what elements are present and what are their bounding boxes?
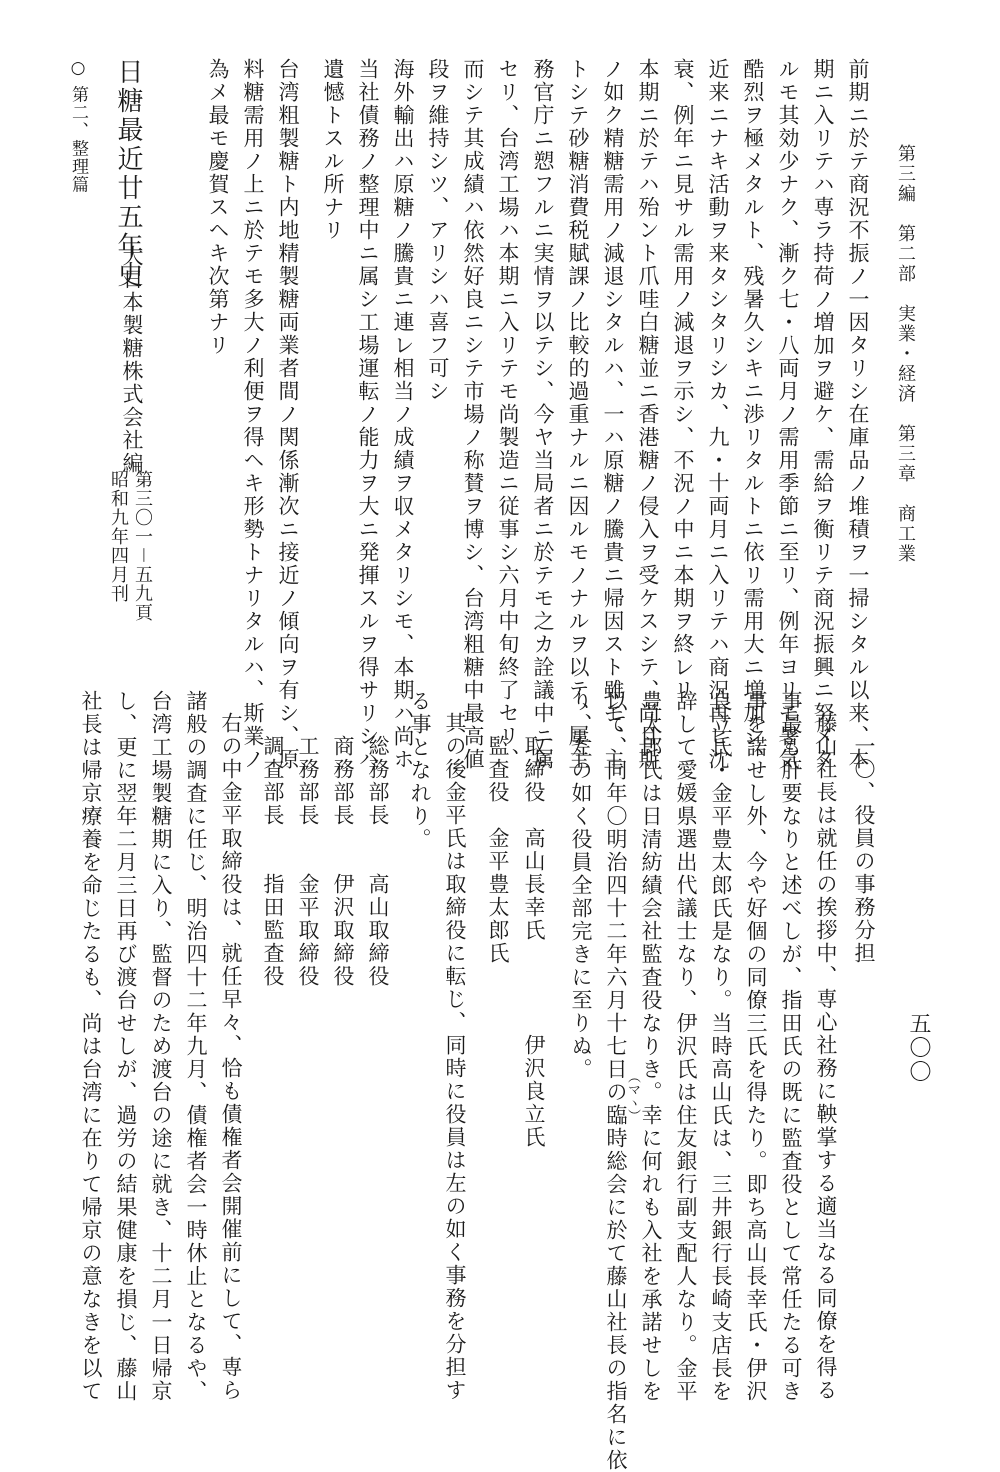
duty-line: 総務部長 高山取締役 [366,735,390,988]
source-title: 日糖最近廿五年史 [113,58,143,290]
text-column: 右の中金平取締役は、就任早々、恰も債権者会開催前にして、専ら [219,712,243,1402]
text-column: 遺憾トスル所ナリ [321,58,345,242]
duty-line: 商務部長 伊沢取締役 [331,735,355,988]
text-column: 台湾粗製糖ト内地精製糖両業者間ノ関係漸次ニ接近ノ傾向ヲ有シ、原 [276,58,300,771]
text-column: 務官庁ニ愬フルニ実情ヲ以テシ、今ヤ当局者ニ於テモ之カ詮議中ニ属 [531,58,555,771]
officers-line: 監査役 金平豊太郎氏 [486,735,510,965]
text-column: 料糖需用ノ上ニ於テモ多大ノ利便ヲ得ヘキ形勢トナリタルハ、斯業ノ [241,58,265,771]
text-column: 段ヲ維持シツ、アリシハ喜フ可シ [426,58,450,403]
text-column: 酷烈ヲ極メタルト、残暑久シキニ渉リタルトニ依リ需用大ニ増加シ、 [741,58,765,771]
duty-line: 調査部長 指田監査役 [261,735,285,988]
running-head: 第三編 第二部 実業・経済 第三章 商工業 [895,144,916,564]
text-column: 台湾工場製糖期に入り、監督のため渡台の途に就き、十二月一日帰京 [149,690,173,1403]
text-column: ルモ其効少ナク、漸ク七・八両月ノ需用季節ニ至リ、例年ヨリモ暑気 [776,58,800,771]
text-column: り、左の如く役員全部完きに至りぬ。 [569,690,593,1081]
source-date: 昭和九年四月刊 [108,470,129,603]
text-column: 事を諾せし外、今や好個の同僚三氏を得たり。即ち高山長幸氏・伊沢 [744,690,768,1403]
text-column: ノ如ク精糖需用ノ減退シタルハ、一ハ原糖ノ騰貴ニ帰因スト雖モ、主 [601,58,625,771]
section-marker: ○ 第二、整理篇 [68,58,88,194]
text-column: 以て、同年〇明治四十二年六月十七日の臨時総会に於て藤山社長の指名に依 [604,690,628,1472]
section-heading: 一〇、役員の事務分担 [852,735,876,965]
text-column: 而シテ其成績ハ依然好良ニシテ市場ノ称賛ヲ博シ、台湾粗糖中最高値 [461,58,485,771]
text-column: 本期ニ於テハ殆ント爪哇白糖並ニ香港糖ノ侵入ヲ受ケスシテ、尚且斯 [636,58,660,771]
text-column: 辞して愛媛県選出代議士なり、伊沢氏は住友銀行副支配人なり。金平 [674,690,698,1403]
page-number: 五〇〇 [906,1012,931,1084]
text-column: 衰、例年ニ見サル需用ノ減退ヲ示シ、不況ノ中ニ本期ヲ終レリ [671,58,695,702]
text-column: 諸般の調査に任じ、明治四十二年九月、債権者会一時休止となるや、 [184,690,208,1403]
text-column: し、更に翌年二月三日再び渡台せしが、過労の結果健康を損じ、藤山 [114,690,138,1403]
text-column: トシテ砂糖消費税賦課ノ比較的過重ナルニ因ルモノナルヲ以テ、屢主 [566,58,590,771]
text-column: 前期ニ於テ商況不振ノ一因タリシ在庫品ノ堆積ヲ一掃シタル以来、本 [846,58,870,771]
text-column: 為メ最モ慶賀スヘキ次第ナリ [206,58,230,357]
source-publisher: 大日本製糖株式会社編 [120,245,144,475]
text-column: セリ、台湾工場ハ本期ニ入リテモ尚製造ニ従事シ六月中旬終了セリ、 [496,58,520,771]
text-column: 期ニ入リテハ専ラ持荷ノ増加ヲ避ケ、需給ヲ衡リテ商況振興ニ努メタ [811,58,835,771]
officers-line: 取締役 高山長幸氏 伊沢良立氏 [522,735,546,1149]
text-column: 良立氏・金平豊太郎氏是なり。当時高山氏は、三井銀行長崎支店長を [709,690,733,1403]
source-pages: 第三〇一－五九頁 [132,470,153,622]
text-column: 事最も肝要なりと述べしが、指田氏の既に監査役として常任たる可き [779,690,803,1403]
annotation-maru: （マヽ） [625,1070,640,1122]
text-column: 当社債務ノ整理中ニ属シ工場運転ノ能力ヲ大ニ発揮スルヲ得サリシハ [356,58,380,771]
text-column: 其の後金平氏は取締役に転じ、同時に役員は左の如く事務を分担す [443,712,467,1402]
text-column: 近来ニナキ活動ヲ来タシタリシカ、九・十両月ニ入リテハ商況再ヒ沈 [706,58,730,771]
text-column: 社長は帰京療養を命じたるも、尚は台湾に在りて帰京の意なきを以て [79,690,103,1403]
text-column: 海外輸出ハ原糖ノ騰貴ニ連レ相当ノ成績ヲ収メタリシモ、本期ハ尚ホ [391,58,415,771]
duty-line: 工務部長 金平取締役 [296,735,320,988]
text-column: 藤山社長は就任の挨拶中、専心社務に鞅掌する適当なる同僚を得る [814,712,838,1402]
text-column: 豊太郎氏は日清紡績会社監査役なりき。幸に何れも入社を承諾せしを [639,690,663,1403]
text-column: る事となれり。 [408,690,432,851]
